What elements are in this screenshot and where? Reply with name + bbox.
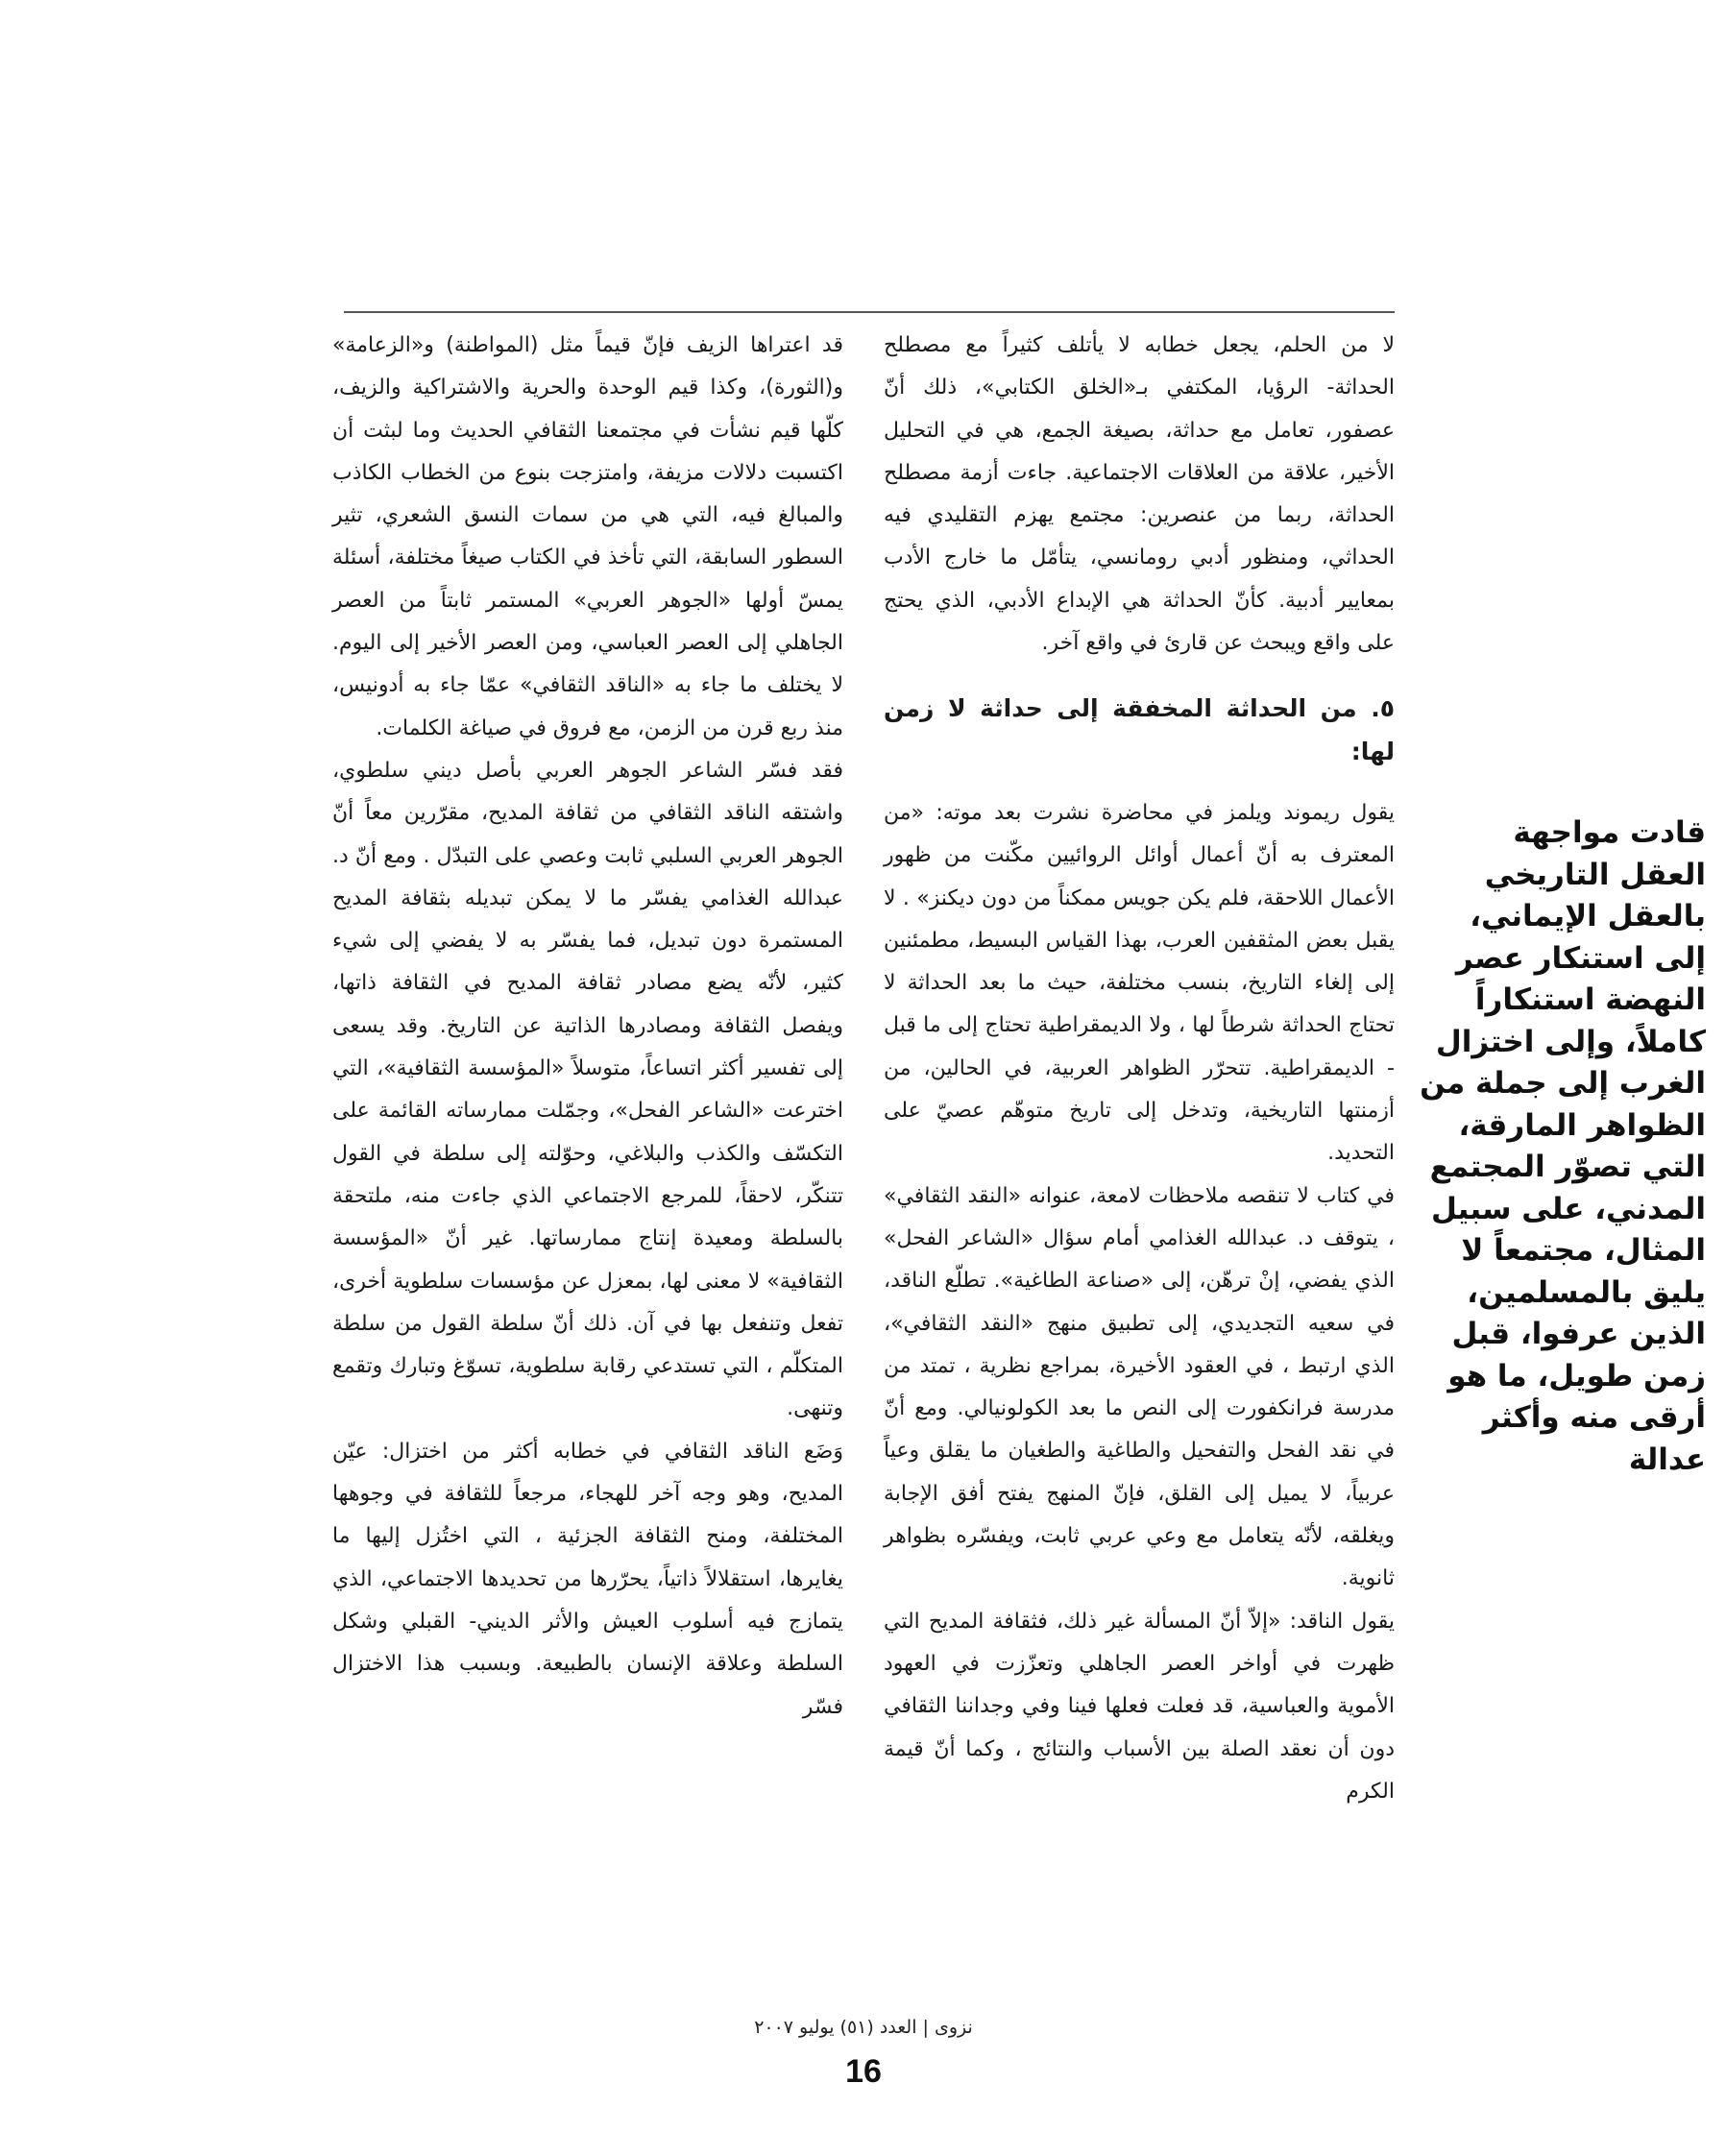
- issue-footer: نزوى | العدد (٥١) يوليو ٢٠٠٧: [754, 2017, 973, 2038]
- article-column-left: [332, 325, 843, 1729]
- paragraph: فقد فسّر الشاعر الجوهر العربي بأصل ديني سلطوي، واشتقه الناقد الثقافي من ثقافة المديح، مقرّرين معاً أنّ الجوهر العربي السلبي ثابت وعصي على التبدّل . ومع أنّ د. عبدالله الغذامي يفسّر ما لا يمكن تبديله بثقافة المديح المستمرة دون تبديل، فما يفسّر به لا يفضي إلى شيء كثير، لأنّه يضع مصادر ثقافة المديح في الثقافة ذاتها، ويفصل الثقافة ومصادرها الذاتية عن التاريخ. وقد يسعى إلى تفسير أكثر اتساعاً، متوسلاً «المؤسسة الثقافية»، التي اخترعت «الشاعر الفحل»، وجمّلت ممارساته القائمة على التكسّف والكذب والبلاغي، وحوّلته إلى سلطة في القول تتنكّر، لاحقاً، للمرجع الاجتماعي الذي جاءت منه، ملتحقة بالسلطة ومعيدة إنتاج ممارساتها. غير أنّ «المؤسسة الثقافية» لا معنى لها، بمعزل عن مؤسسات سلطوية أخرى، تفعل وتنفعل بها في آن. ذلك أنّ سلطة القول من سلطة المتكلّم ، التي تستدعي رقابة سلطوية، تسوّغ وتبارك وتقمع وتنهى.: [332, 758, 843, 1421]
- top-rule: [344, 311, 1395, 313]
- paragraph: قد اعتراها الزيف فإنّ قيماً مثل (المواطنة) و«الزعامة» و(الثورة)، وكذا قيم الوحدة والحرية والاشتراكية والزيف، كلّها قيم نشأت في مجتمعنا الثقافي الحديث وما لبثت أن اكتسبت دلالات مزيفة، وامتزجت بنوع من الخطاب الكاذب والمبالغ فيه، التي هي من سمات النسق الشعري، تثير السطور السابقة، التي تأخذ في الكتاب صيغاً مختلفة، أسئلة يمسّ أولها «الجوهر العربي» المستمر ثابتاً من العصر الجاهلي إلى العصر العباسي، ومن العصر الأخير إلى اليوم. لا يختلف ما جاء به «الناقد الثقافي» عمّا جاء به أدونيس، منذ ربع قرن من الزمن، مع فروق في صياغة الكلمات.: [332, 333, 843, 740]
- pull-quote: قادت مواجهة العقل التاريخي بالعقل الإيماني، إلى استنكار عصر النهضة استنكاراً كاملاً، وإلى اختزال الغرب إلى جملة من الظواهر المارقة، التي تصوّر المجتمع المدني، على سبيل المثال، مجتمعاً لا يليق بالمسلمين، الذين عرفوا، قبل زمن طويل، ما هو أرقى منه وأكثر عدالة: [1420, 815, 1706, 1477]
- section-heading: ٥. من الحداثة المخفقة إلى حداثة لا زمن لها:: [884, 694, 1395, 765]
- paragraph: لا من الحلم، يجعل خطابه لا يأتلف كثيراً مع مصطلح الحداثة- الرؤيا، المكتفي بـ«الخلق الكتابي»، ذلك أنّ عصفور، تعامل مع حداثة، بصيغة الجمع، هي في التحليل الأخير، علاقة من العلاقات الاجتماعية. جاءت أزمة مصطلح الحداثة، ربما من عنصرين: مجتمع يهزم التقليدي فيه الحداثي، ومنظور أدبي رومانسي، يتأمّل ما خارج الأدب بمعايير أدبية. كأنّ الحداثة هي الإبداع الأدبي، الذي يحتج على واقع ويبحث عن قارئ في واقع آخر.: [884, 333, 1395, 656]
- paragraph: وَضَع الناقد الثقافي في خطابه أكثر من اختزال: عيّن المديح، وهو وجه آخر للهجاء، مرجعاً للثقافة في وجوهها المختلفة، ومنح الثقافة الجزئية ، التي اختُزل إليها ما يغايرها، استقلالاً ذاتياً، يحرّرها من تحديدها الاجتماعي، الذي يتمازج فيه أسلوب العيش والأثر الديني- القبلي وشكل السلطة وعلاقة الإنسان بالطبيعة. وبسبب هذا الاختزال فسّر: [332, 1439, 843, 1719]
- article-column-right: [884, 325, 1395, 1813]
- paragraph: يقول ريموند ويلمز في محاضرة نشرت بعد موته: «من المعترف به أنّ أعمال أوائل الروائيين مكّنت من ظهور الأعمال اللاحقة، فلم يكن جويس ممكناً من دون ديكنز» . لا يقبل بعض المثقفين العرب، بهذا القياس البسيط، مطمئنين إلى إلغاء التاريخ، بنسب مختلفة، حيث ما بعد الحداثة لا تحتاج الحداثة شرطاً لها ، ولا الديمقراطية تحتاج إلى ما قبل - الديمقراطية. تتحرّر الظواهر العربية، في الحالين، من أزمنتها التاريخية، وتدخل إلى تاريخ متوهّم عصيّ على التحديد.: [884, 800, 1395, 1166]
- paragraph: في كتاب لا تنقصه ملاحظات لامعة، عنوانه «النقد الثقافي» ، يتوقف د. عبدالله الغذامي أمام سؤال «الشاعر الفحل» الذي يفضي، إنْ ترهّن، إلى «صناعة الطاغية». تطلّع الناقد، في سعيه التجديدي، إلى تطبيق منهج «النقد الثقافي»، الذي ارتبط ، في العقود الأخيرة، بمراجع نظرية ، تمتد من مدرسة فرانكفورت إلى النص ما بعد الكولونيالي. ومع أنّ في نقد الفحل والتفحيل والطاغية والطغيان ما يقلق وعياً عربياً، لا يميل إلى القلق، فإنّ المنهج يفتح أفق الإجابة ويغلقه، لأنّه يتعامل مع وعي عربي ثابت، ويفسّره بظواهر ثانوية.: [884, 1183, 1395, 1591]
- paragraph: يقول الناقد: «إلاّ أنّ المسألة غير ذلك، فثقافة المديح التي ظهرت في أواخر العصر الجاهلي وتعزّزت في العهود الأموية والعباسية، قد فعلت فعلها فينا وفي وجداننا الثقافي دون أن نعقد الصلة بين الأسباب والنتائج ، وكما أنّ قيمة الكرم: [884, 1609, 1395, 1804]
- page-number: 16: [845, 2053, 882, 2090]
